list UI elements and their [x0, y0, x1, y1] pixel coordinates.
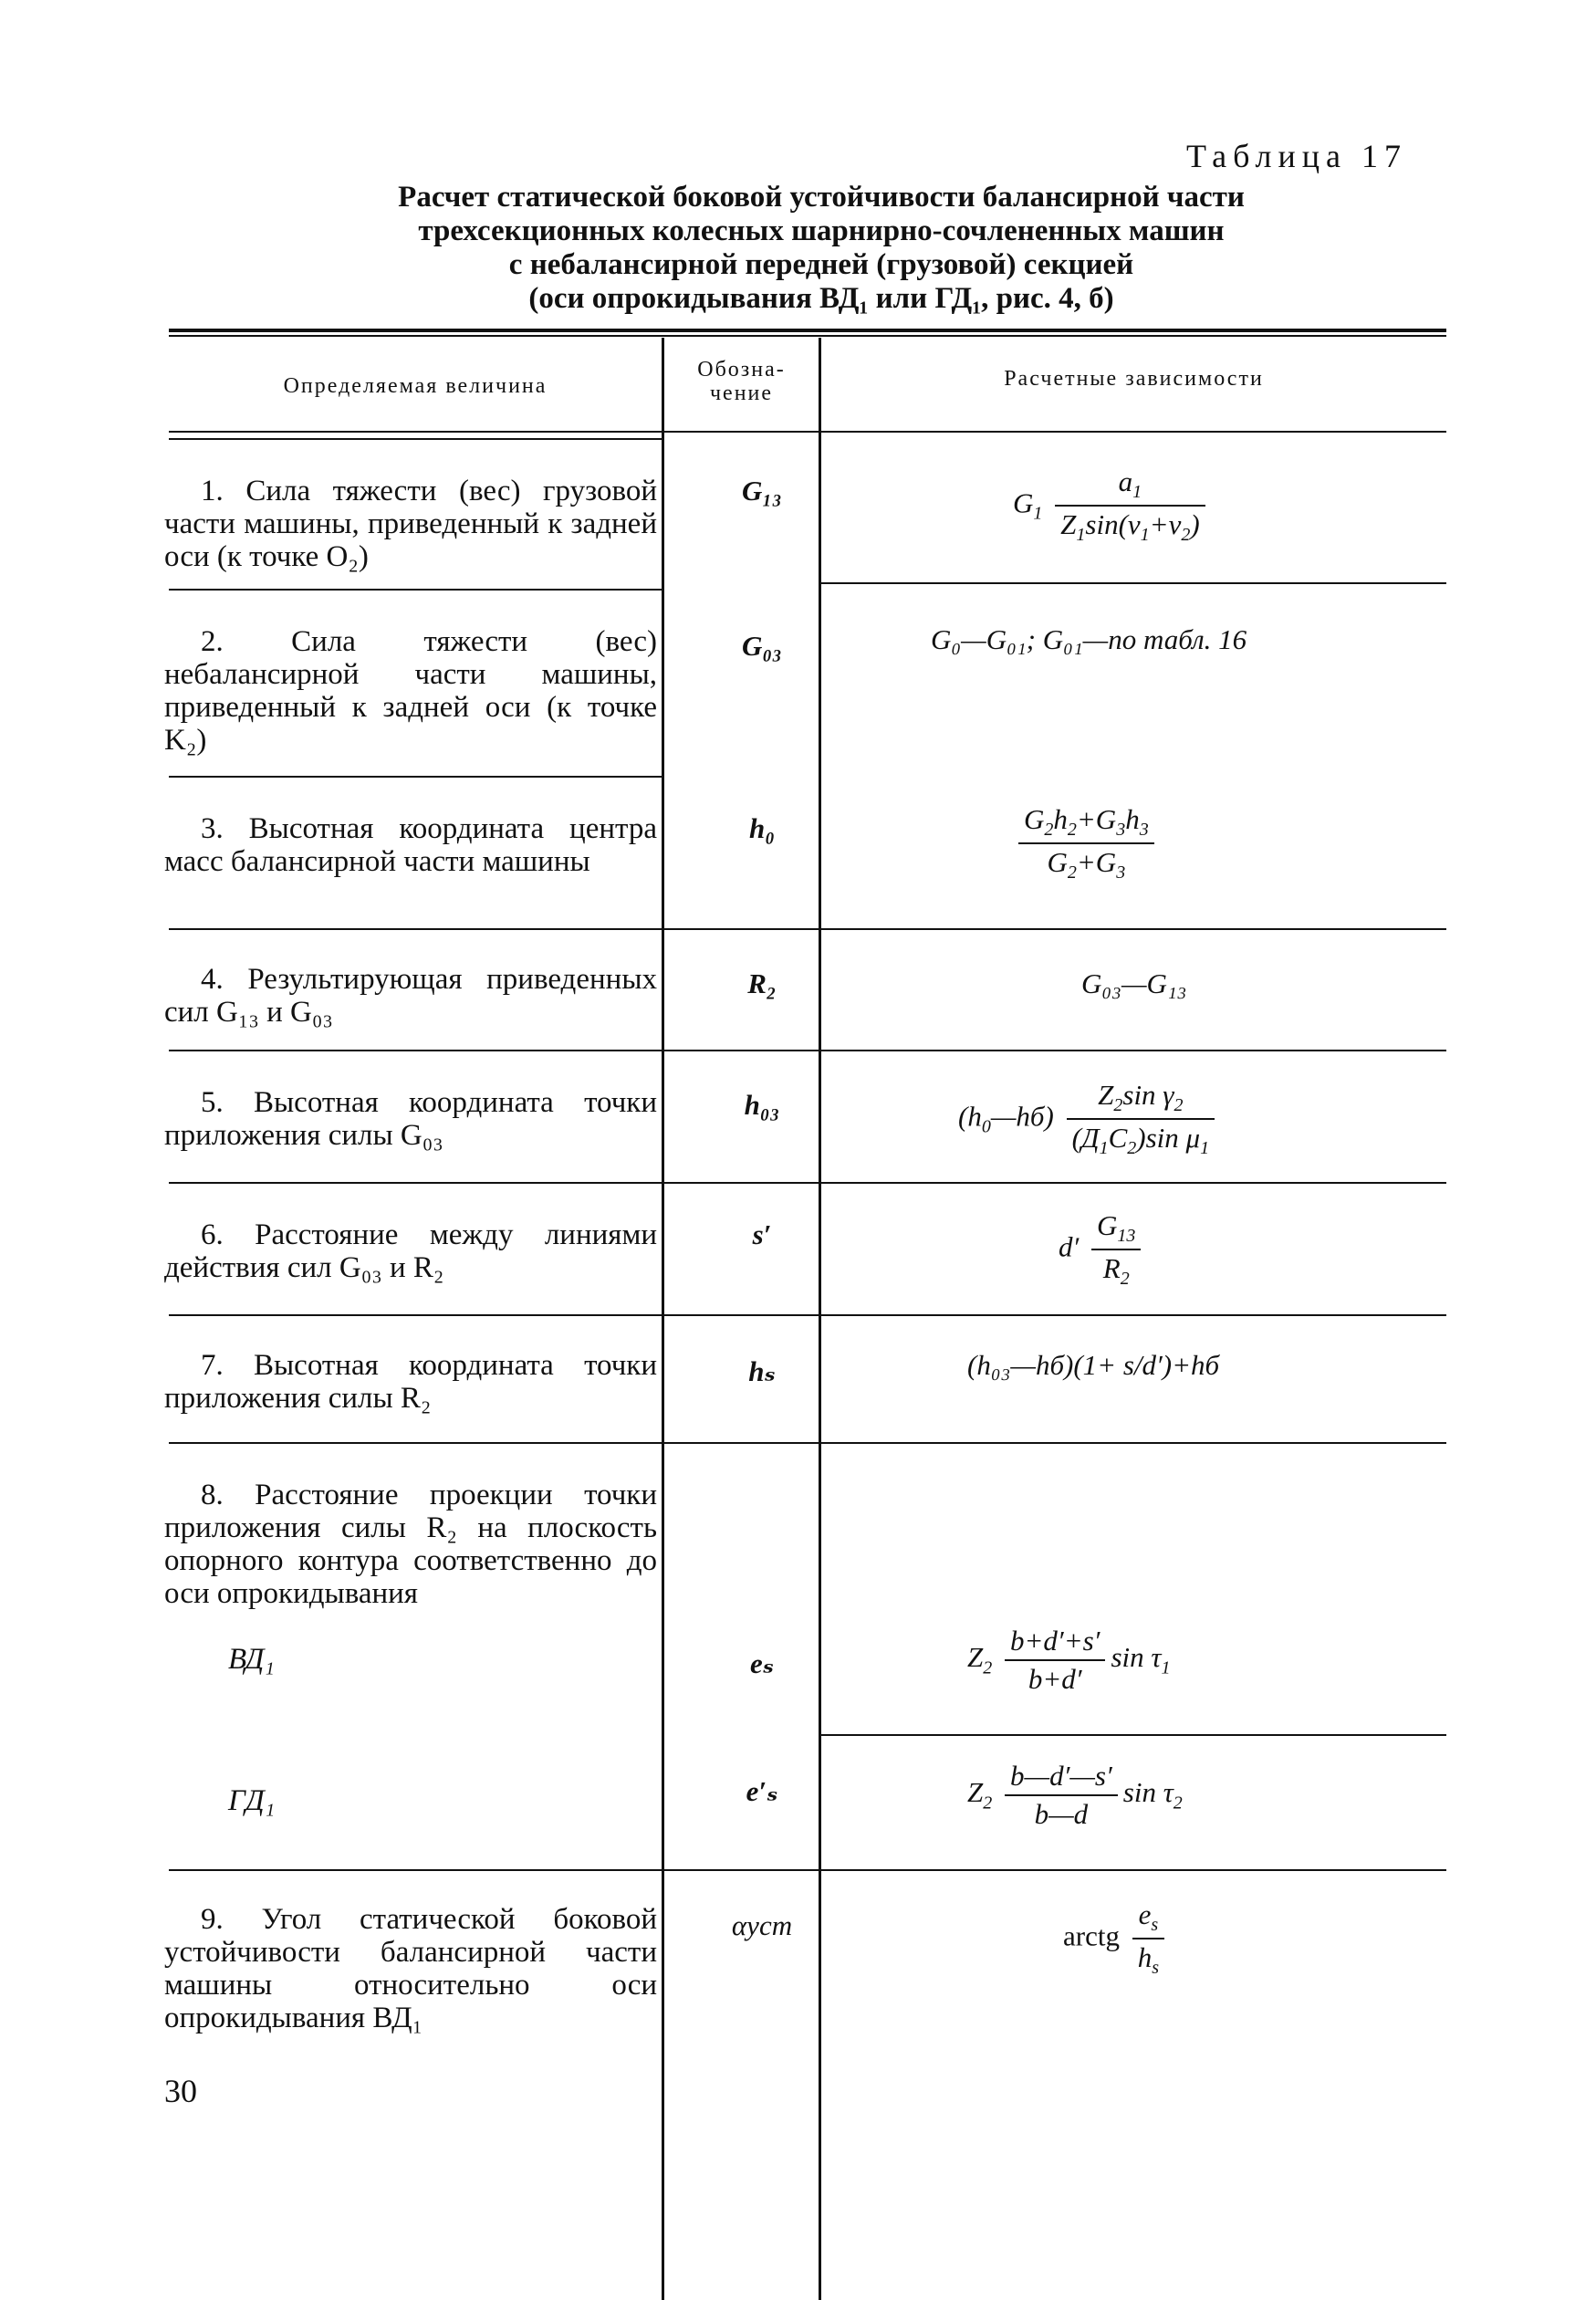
- table-top-rule: [169, 329, 1446, 332]
- row-8-formula-1: $Z_2$ $\frac{b+d'+s'}{b+d'}$ $\sin \tau_1$: [967, 1625, 1171, 1695]
- page-number: 30: [164, 2073, 197, 2109]
- row-7-formula: (h₀₃—hб)(1+ s/d′)+hб: [967, 1349, 1220, 1381]
- row-9-text: 9. Угол статической боковой устойчивости балансирной части машины относительно оси опрокидывания ВД₁: [164, 1903, 657, 2034]
- header-symbol-1: Обозна-: [697, 358, 786, 382]
- header-symbol-2: чение: [709, 382, 774, 405]
- row-6-rule: [169, 1314, 1446, 1316]
- row-1-formula: $G_1$ $\frac{a_1}{Z_1\sin(\nu_1+\nu_2)}$: [1013, 465, 1211, 546]
- row-2-formula: G₀—G₀₁; G₀₁—по табл. 16: [931, 623, 1247, 655]
- row-5-symbol: h₀₃: [744, 1089, 780, 1121]
- row-1-rule: [169, 589, 662, 591]
- column-divider-1: [662, 338, 664, 2300]
- header-formula: Расчетные зависимости: [1004, 367, 1264, 391]
- row-8-symbol-2: e′ₛ: [746, 1775, 778, 1807]
- table-caption: Таблица 17: [1186, 138, 1407, 174]
- row-2-rule: [169, 776, 662, 778]
- row-8-rule: [169, 1869, 1446, 1871]
- row-2-text: 2. Сила тяжести (вес) небалансирной части машины, приведенный к задней оси (к точке K₂): [164, 625, 657, 757]
- row-3-formula: $\frac{G_2h_2+G_3h_3}{G_2+G_3}$: [1013, 803, 1160, 883]
- row-4-formula: G₀₃—G₁₃: [1081, 967, 1187, 999]
- row-1-symbol: G₁₃: [741, 475, 782, 507]
- row-4-symbol: R₂: [747, 967, 777, 999]
- header-rule: [169, 431, 1446, 433]
- title-line-1: Расчет статической боковой устойчивости балансирной части: [398, 181, 1245, 214]
- row-8-rule-mid: [819, 1734, 1446, 1736]
- row-5-text: 5. Высотная координата точки приложения силы G₀₃: [164, 1086, 657, 1152]
- row-1-text: 1. Сила тяжести (вес) грузовой части машины, приведенный к задней оси (к точке O₂): [164, 475, 657, 573]
- row-8-sub-axis-2: ГД₁: [228, 1784, 276, 1817]
- row-4-rule: [169, 1050, 1446, 1051]
- row-7-rule: [169, 1442, 1446, 1444]
- row-1-rule-right: [819, 582, 1446, 584]
- row-3-rule: [169, 928, 1446, 930]
- row-8-text: 8. Расстояние проекции точки приложения силы R₂ на плоскость опорного контура соответственно до оси опрокидывания: [164, 1479, 657, 1610]
- row-9-formula-prefix: arctg: [1063, 1919, 1120, 1952]
- row-8-formula-2: $Z_2$ $\frac{b—d'—s'}{b—d}$ $\sin \tau_2$: [967, 1760, 1183, 1830]
- title-line-4: (оси опрокидывания ВД₁ или ГД₁, рис. 4, б): [528, 282, 1114, 315]
- title-line-2: трехсекционных колесных шарнирно-сочлененных машин: [418, 214, 1225, 247]
- row-2-symbol: G₀₃: [741, 630, 782, 662]
- row-8-sub-axis-1: ВД₁: [228, 1643, 275, 1676]
- header-quantity: Определяемая величина: [283, 374, 548, 398]
- header-rule-2: [169, 438, 662, 440]
- row-5-rule: [169, 1182, 1446, 1184]
- table-top-rule-thin: [169, 335, 1446, 337]
- row-7-text: 7. Высотная координата точки приложения силы R₂: [164, 1349, 657, 1415]
- row-6-formula: d′ $\frac{G_{13}}{R_2}$: [1059, 1209, 1146, 1290]
- row-3-symbol: h₀: [748, 812, 776, 844]
- row-3-text: 3. Высотная координата центра масс балансирной части машины: [164, 812, 657, 878]
- row-6-text: 6. Расстояние между линиями действия сил G₀₃ и R₂: [164, 1218, 657, 1284]
- row-9-symbol: αуст: [731, 1909, 793, 1941]
- row-8-symbol-1: eₛ: [750, 1647, 774, 1679]
- title-line-3: с небалансирной передней (грузовой) секцией: [508, 248, 1134, 281]
- row-5-formula: $(h_0—hб)$ $\frac{Z_2\sin \gamma_2}{(Д_1C_2)\sin \mu_1}$: [958, 1079, 1220, 1159]
- row-4-text: 4. Результирующая приведенных сил G₁₃ и G₀₃: [164, 963, 657, 1029]
- row-9-formula: arctg $\frac{e_s}{h_s}$: [1063, 1898, 1170, 1979]
- row-7-symbol: hₛ: [748, 1355, 776, 1387]
- row-6-symbol: s′: [752, 1218, 772, 1250]
